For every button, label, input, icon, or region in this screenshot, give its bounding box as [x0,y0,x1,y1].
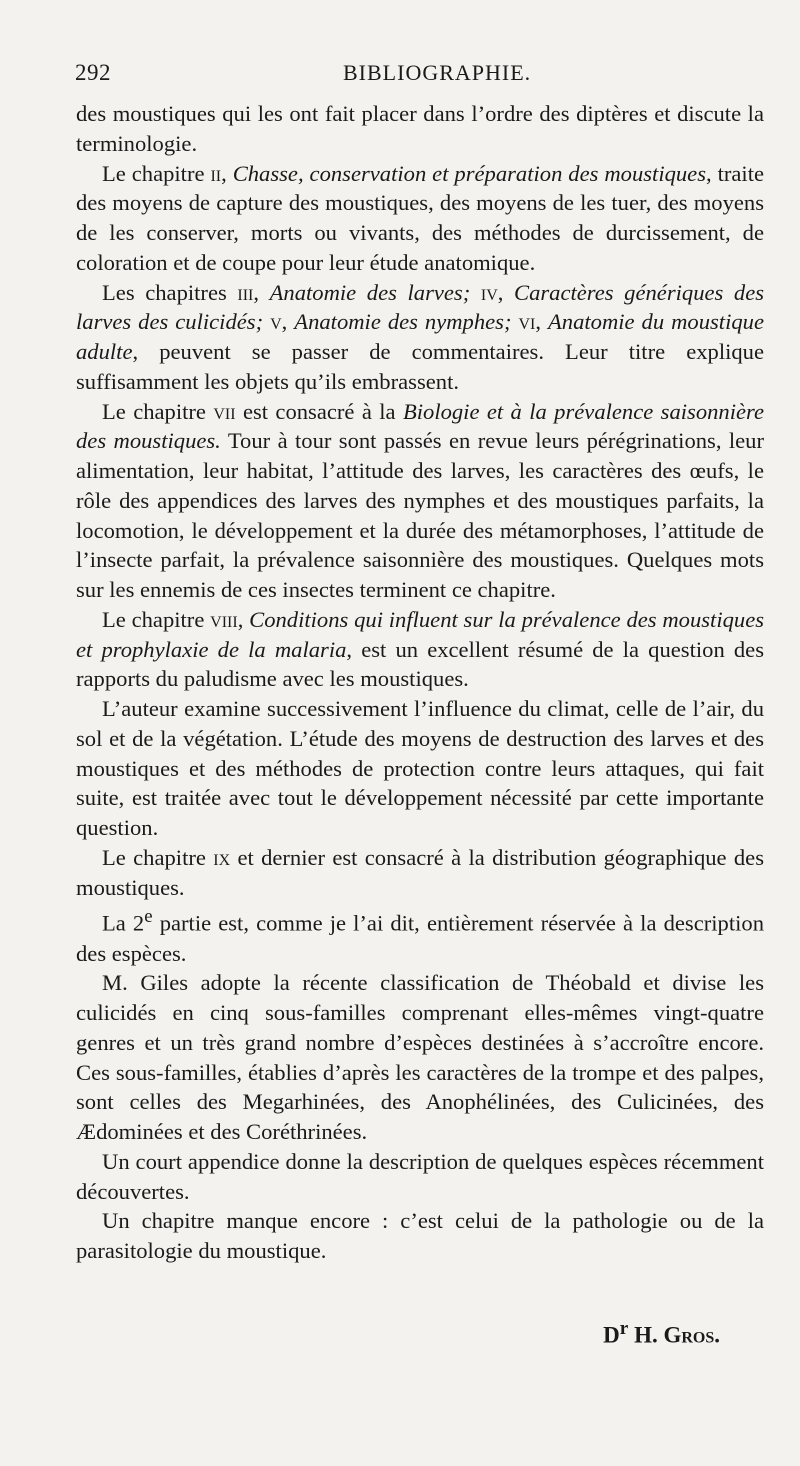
text-run: Le chapitre [102,844,214,870]
text-run: , [535,309,548,335]
text-run [470,280,481,305]
text-run: , est un excellent résumé de la question des rapports du paludisme avec les moustiques. [76,636,765,692]
text-run: partie est, comme je l’ai dit, entièrement réservée à la description des espèces. [76,910,764,966]
page-number: 292 [75,60,111,85]
text-run: et dernier est consacré à la distribution géographique des moustiques. [76,844,764,900]
chapter-title: Conditions qui influent sur la prévalence des moustiques et prophylaxie de la malaria [76,606,765,662]
text-run: est consacré à la [235,398,403,424]
paragraph-1-text: des moustiques qui les ont fait placer dans l’ordre des diptères et discute la terminologie. [76,101,764,156]
paragraph-6 [76,694,764,843]
chapter-title: Anatomie des larves; [269,279,471,305]
signature-name: H. Gros. [628,1322,720,1348]
paragraph-10-text: Un court appendice donne la description de quelques espèces récemment découvertes. [76,1148,764,1204]
review-body [76,99,764,1266]
paragraph-1 [76,99,764,159]
text-run: Le chapitre [102,160,211,186]
running-head: BIBLIOGRAPHIE. [343,60,532,85]
text-run: Le chapitre [102,606,211,632]
paragraph-7 [76,843,764,903]
chapter-numeral: iv [480,279,498,305]
text-run: Le chapitre [102,398,214,424]
text-run: , [281,309,295,335]
text-run: La 2 [102,910,145,936]
text-run: , peuvent se passer de commentaires. Leur titre explique suffisamment les objets qu’ils embrassent. [76,339,764,394]
paragraph-6-text: L’auteur examine successivement l’influence du climat, celle de l’air, du sol et de la végétation. L’étude des moyens de destruction des larves et des moustiques et des méthodes de protection contre leurs attaques, qui fait suite, est traitée avec tout le développement nécessité par cette importante question. [76,696,764,840]
chapter-title: Anatomie des nymphes; [294,309,512,335]
paragraph-11 [76,1206,764,1266]
chapter-title: Anatomie du moustique adulte [76,309,764,364]
page-header [75,60,765,90]
text-run: , [497,279,515,305]
chapter-numeral: vi [518,309,536,335]
paragraph-9 [76,968,764,1147]
chapter-numeral: ix [213,844,231,870]
author-signature [603,1318,720,1349]
signature-title: D [603,1322,620,1348]
paragraph-3 [76,278,764,397]
signature-title-sup: r [619,1318,629,1339]
chapter-title: Chasse, conservation et préparation des moustiques [232,160,707,186]
paragraph-9-text: M. Giles adopte la récente classification de Théobald et divise les culicidés en cinq sous-familles comprenant elles-mêmes vingt-quatre genres et un très grand nombre d’espèces destinées à s’accroître encore. Ces sous-familles, établies d’après les caractères de la trompe et des palpes, sont celles des Megarhinées, des Anophélinées, des Culicinées, des Ædominées et des Coréthrinées. [76,970,764,1145]
paragraph-8 [76,902,764,968]
chapter-numeral: viii [210,606,238,632]
chapter-numeral: vii [213,398,236,424]
text-run: , [221,160,233,186]
text-run: , traite des moyens de capture des moustiques, des moyens de les tuer, des moyens de les conserver, morts ou vivants, des méthodes de durcissement, de coloration et de coupe pour leur étude anatomique. [76,160,765,275]
text-run: , [253,279,270,305]
text-run: Les chapitres [102,279,238,305]
paragraph-2 [76,159,764,278]
chapter-title: Caractères génériques des larves des culicidés; [76,279,765,335]
text-run: Tour à tour sont passés en revue leurs pérégrinations, leur alimentation, leur habitat, l’attitude des larves, les caractères des œufs, le rôle des appendices des larves des nymphes et des moustiques parfaits, la locomotion, le développement et la durée des métamorphoses, l’attitude de l’insecte parfait, la prévalence saisonnière des moustiques. Quelques mots sur les ennemis de ces insectes terminent ce chapitre. [76,428,764,602]
paragraph-11-text: Un chapitre manque encore : c’est celui de la pathologie ou de la parasitologie du moustique. [76,1208,764,1264]
ordinal-superscript: e [144,906,153,928]
paragraph-5 [76,605,764,694]
chapter-numeral: v [270,309,282,335]
chapter-title: Biologie et à la prévalence saisonnière des moustiques. [76,398,764,454]
chapter-numeral: iii [237,279,254,305]
paragraph-4 [76,397,764,605]
chapter-numeral: ii [210,160,222,186]
text-run: , [237,606,250,632]
paragraph-10 [76,1147,764,1207]
